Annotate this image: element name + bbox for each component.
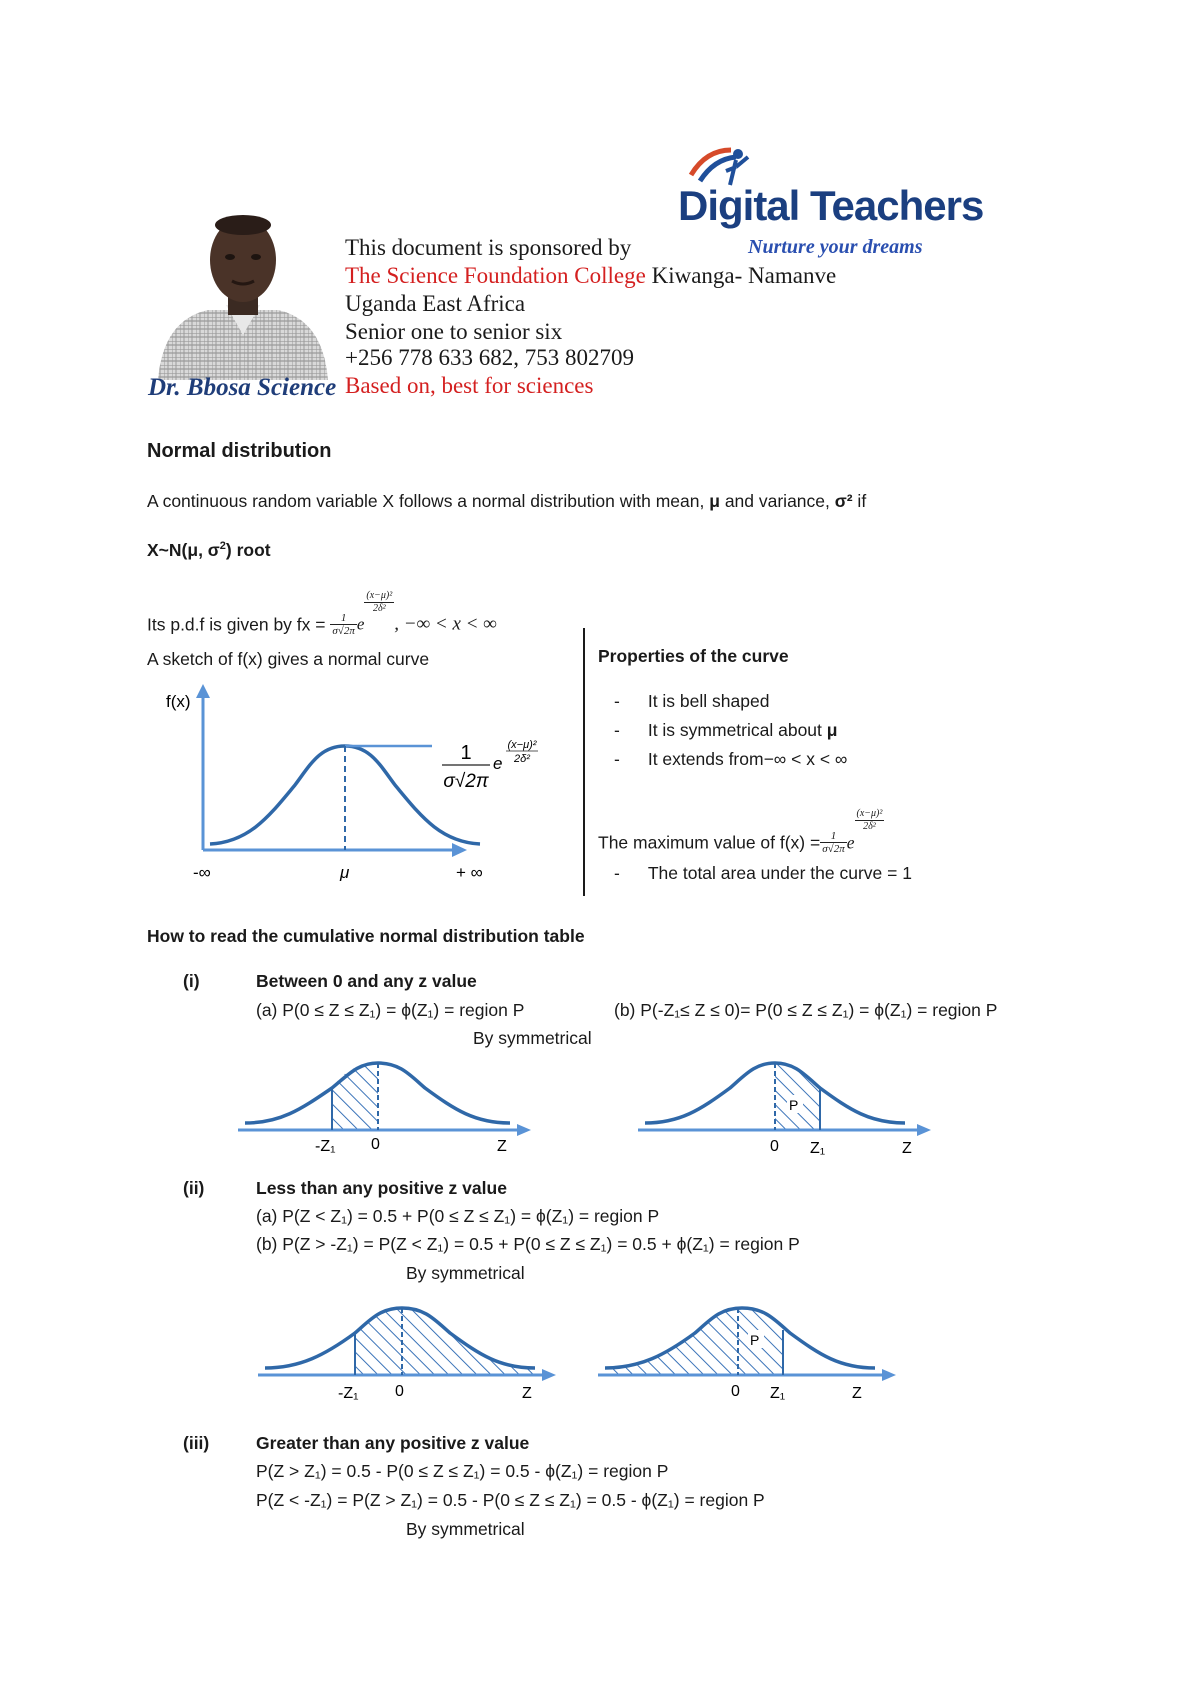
- x-label-right: + ∞: [456, 863, 483, 882]
- college-line: [345, 262, 836, 290]
- section-i-a: (a) P(0 ≤ Z ≤ Z₁) = ϕ(Z₁) = region P: [256, 1000, 525, 1020]
- photo-caption: Dr. Bbosa Science: [148, 374, 337, 401]
- intro-mu: μ: [709, 491, 720, 511]
- intro-definition: [147, 490, 866, 512]
- label-zero: 0: [770, 1138, 779, 1155]
- pdf-frac-den: σ√2π: [332, 624, 355, 637]
- y-label: f(x): [166, 692, 191, 711]
- bullet: -: [614, 691, 620, 711]
- x-label-mid: μ: [340, 863, 350, 882]
- max-value-formula: [598, 808, 884, 855]
- max-den: σ√2π: [822, 842, 845, 855]
- pdf-exp-den: 2δ²: [373, 603, 386, 614]
- property-text: It extends from−∞ < x < ∞: [647, 749, 848, 769]
- y-axis-arrow: [196, 684, 210, 698]
- logo-text: Digital Teachers: [678, 182, 984, 229]
- property-area: [614, 862, 912, 884]
- notation-sup: 2: [219, 540, 226, 552]
- levels-line: Senior one to senior six: [345, 319, 563, 344]
- label-p: P: [750, 1332, 760, 1348]
- pdf-range: , −∞ < x < ∞: [394, 613, 497, 635]
- pdf-e: e: [356, 614, 365, 634]
- property-text: It is symmetrical about: [647, 720, 827, 740]
- label-z: Z: [852, 1385, 862, 1402]
- section-iii-a: P(Z > Z₁) = 0.5 - P(0 ≤ Z ≤ Z₁) = 0.5 - ϕ(Z₁) = region P: [256, 1461, 669, 1481]
- college-name: The Science Foundation College: [345, 263, 646, 288]
- figure-i-right: [630, 1045, 940, 1165]
- label-zero: 0: [731, 1383, 740, 1400]
- label-neg-z1: -Z₁: [338, 1385, 359, 1402]
- college-location: Kiwanga- Namanve: [645, 263, 837, 288]
- max-lead: The maximum value of f(x) =: [598, 832, 821, 853]
- pdf-formula: [147, 590, 497, 637]
- section-ii-b: (b) P(Z > -Z₁) = P(Z < Z₁) = 0.5 + P(0 ≤ Z ≤ Z₁) = 0.5 + ϕ(Z₁) = region P: [256, 1234, 800, 1254]
- x-label-left: -∞: [193, 863, 211, 882]
- area-text: The total area under the curve = 1: [647, 863, 912, 883]
- property-text: It is bell shaped: [647, 691, 770, 711]
- section-ii-a: (a) P(Z < Z₁) = 0.5 + P(0 ≤ Z ≤ Z₁) = ϕ(Z₁) = region P: [256, 1206, 660, 1226]
- property-item-1: [614, 690, 769, 712]
- region-p: [332, 1063, 378, 1130]
- properties-heading: Properties of the curve: [598, 646, 789, 666]
- max-exponent: [855, 808, 885, 833]
- axis-arrow: [542, 1369, 556, 1381]
- max-exp-num-inline: (x−μ)²: [856, 808, 883, 819]
- pdf-exponent: [364, 590, 394, 615]
- portrait-illustration: [148, 205, 338, 380]
- section-ii-sym: By symmetrical: [406, 1263, 525, 1283]
- section-i-b: (b) P(-Z₁≤ Z ≤ 0)= P(0 ≤ Z ≤ Z₁) = ϕ(Z₁) = region P: [614, 1000, 998, 1020]
- sketch-lead: A sketch of f(x) gives a normal curve: [147, 649, 430, 669]
- label-zero: 0: [371, 1136, 380, 1153]
- property-item-2: [614, 719, 838, 741]
- figure-ii-right: [590, 1290, 910, 1410]
- section-ii-number: (ii): [183, 1178, 205, 1198]
- max-e: e: [493, 754, 503, 773]
- section-i-sym: By symmetrical: [473, 1028, 592, 1048]
- intro-sigma2: σ²: [834, 491, 853, 511]
- max-frac-den: σ√2π: [443, 771, 489, 792]
- intro-text-b: and variance,: [719, 491, 835, 511]
- normal-curve-sketch: [160, 680, 580, 890]
- max-exp-den-inline: 2δ²: [863, 821, 876, 832]
- label-p: P: [789, 1097, 799, 1113]
- pdf-fraction: [330, 612, 356, 637]
- axis-arrow: [917, 1124, 931, 1136]
- section-i-title: Between 0 and any z value: [256, 971, 477, 991]
- max-exp-num: (x−μ)²: [507, 739, 537, 751]
- page-title: Normal distribution: [147, 440, 332, 462]
- property-mu: μ: [826, 720, 838, 740]
- section-iii-number: (iii): [183, 1433, 210, 1453]
- max-frac-num: 1: [460, 742, 472, 764]
- motto-line: Based on, best for sciences: [345, 373, 594, 398]
- intro-notation: [147, 535, 271, 561]
- phone-line: +256 778 633 682, 753 802709: [345, 345, 634, 370]
- section-iii-sym: By symmetrical: [406, 1519, 525, 1539]
- bullet: -: [614, 720, 620, 740]
- bullet: -: [614, 749, 620, 769]
- axis-arrow: [882, 1369, 896, 1381]
- table-heading: How to read the cumulative normal distribution table: [147, 926, 585, 946]
- x-axis-arrow: [452, 843, 467, 857]
- pdf-lead: Its p.d.f is given by fx =: [147, 614, 331, 635]
- property-item-3: [614, 748, 847, 770]
- notation-end: ) root: [225, 539, 271, 560]
- intro-text-a: A continuous random variable X follows a normal distribution with mean,: [147, 491, 710, 511]
- max-fraction: [820, 830, 846, 855]
- notation-main: X~N(μ, σ: [147, 539, 220, 560]
- section-iii-b: P(Z < -Z₁) = P(Z > Z₁) = 0.5 - P(0 ≤ Z ≤ Z₁) = 0.5 - ϕ(Z₁) = region P: [256, 1490, 765, 1510]
- section-ii-title: Less than any positive z value: [256, 1178, 507, 1198]
- logo-tagline: Nurture your dreams: [748, 236, 923, 258]
- label-z: Z: [522, 1385, 532, 1402]
- country-line: Uganda East Africa: [345, 291, 526, 316]
- label-neg-z1: -Z₁: [315, 1138, 336, 1155]
- section-i-number: (i): [183, 971, 200, 991]
- intro-text-c: if: [852, 491, 867, 511]
- author-photo: [148, 205, 338, 380]
- bullet: -: [614, 863, 620, 883]
- max-num: 1: [820, 830, 846, 843]
- section-iii-title: Greater than any positive z value: [256, 1433, 530, 1453]
- figure-i-left: [230, 1045, 540, 1165]
- label-zero: 0: [395, 1383, 404, 1400]
- sponsor-header: [0, 0, 1200, 420]
- label-z1: Z₁: [770, 1385, 786, 1402]
- pdf-exp-num: (x−μ)²: [366, 590, 393, 601]
- label-z: Z: [902, 1140, 912, 1157]
- pdf-frac-num: 1: [330, 612, 356, 625]
- max-exp-den: 2δ²: [514, 753, 530, 765]
- axis-arrow: [517, 1124, 531, 1136]
- digital-teachers-logo: [678, 145, 984, 260]
- max-e-inline: e: [846, 832, 855, 853]
- label-z: Z: [497, 1138, 507, 1155]
- column-divider: [583, 628, 585, 896]
- figure-ii-left: [250, 1290, 570, 1410]
- label-z1: Z₁: [810, 1140, 826, 1157]
- sponsor-line: This document is sponsored by: [345, 235, 632, 260]
